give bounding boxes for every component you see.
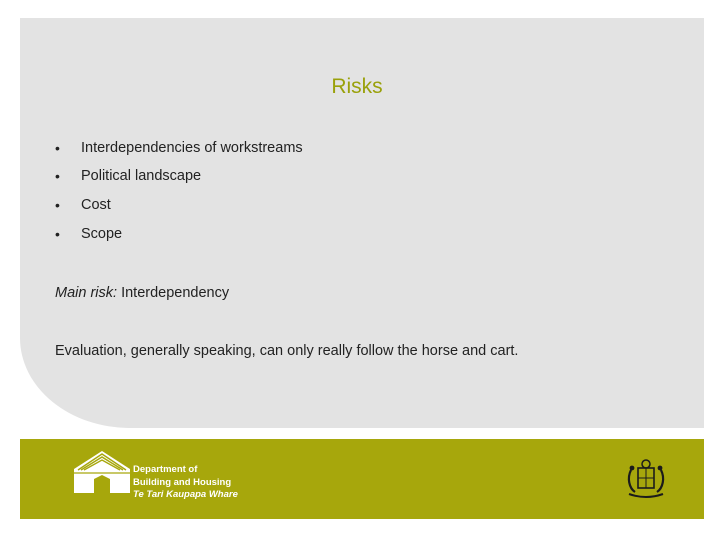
bullet-item [0,226,400,246]
bullet-text: Cost [81,197,111,213]
house-logo-icon [72,449,132,495]
main-risk-label: Main risk: [55,285,118,301]
org-name-maori: Te Tari Kaupapa Whare [133,489,238,500]
bullet-marker: • [55,140,60,156]
bullet-text: Scope [81,226,123,242]
organisation-name [133,464,238,502]
nz-coat-of-arms-icon [623,456,669,502]
main-risk-line [55,285,229,301]
org-name-line2: Building and Housing [133,476,232,488]
bullet-marker: • [55,226,60,242]
bullet-item [0,197,400,217]
main-risk-value: Interdependency [117,285,230,301]
bullet-text: Interdependencies of workstreams [81,140,303,156]
bullet-marker: • [55,197,60,213]
bullet-marker: • [55,168,60,184]
bullet-item [0,168,400,188]
footer-bar [20,439,704,519]
bullet-text: Political landscape [81,168,202,184]
org-name-line1: Department of [133,464,198,475]
bullet-item [0,140,400,160]
slide-title: Risks [331,75,383,98]
evaluation-text: Evaluation, generally speaking, can only really follow the horse and cart. [55,343,519,359]
